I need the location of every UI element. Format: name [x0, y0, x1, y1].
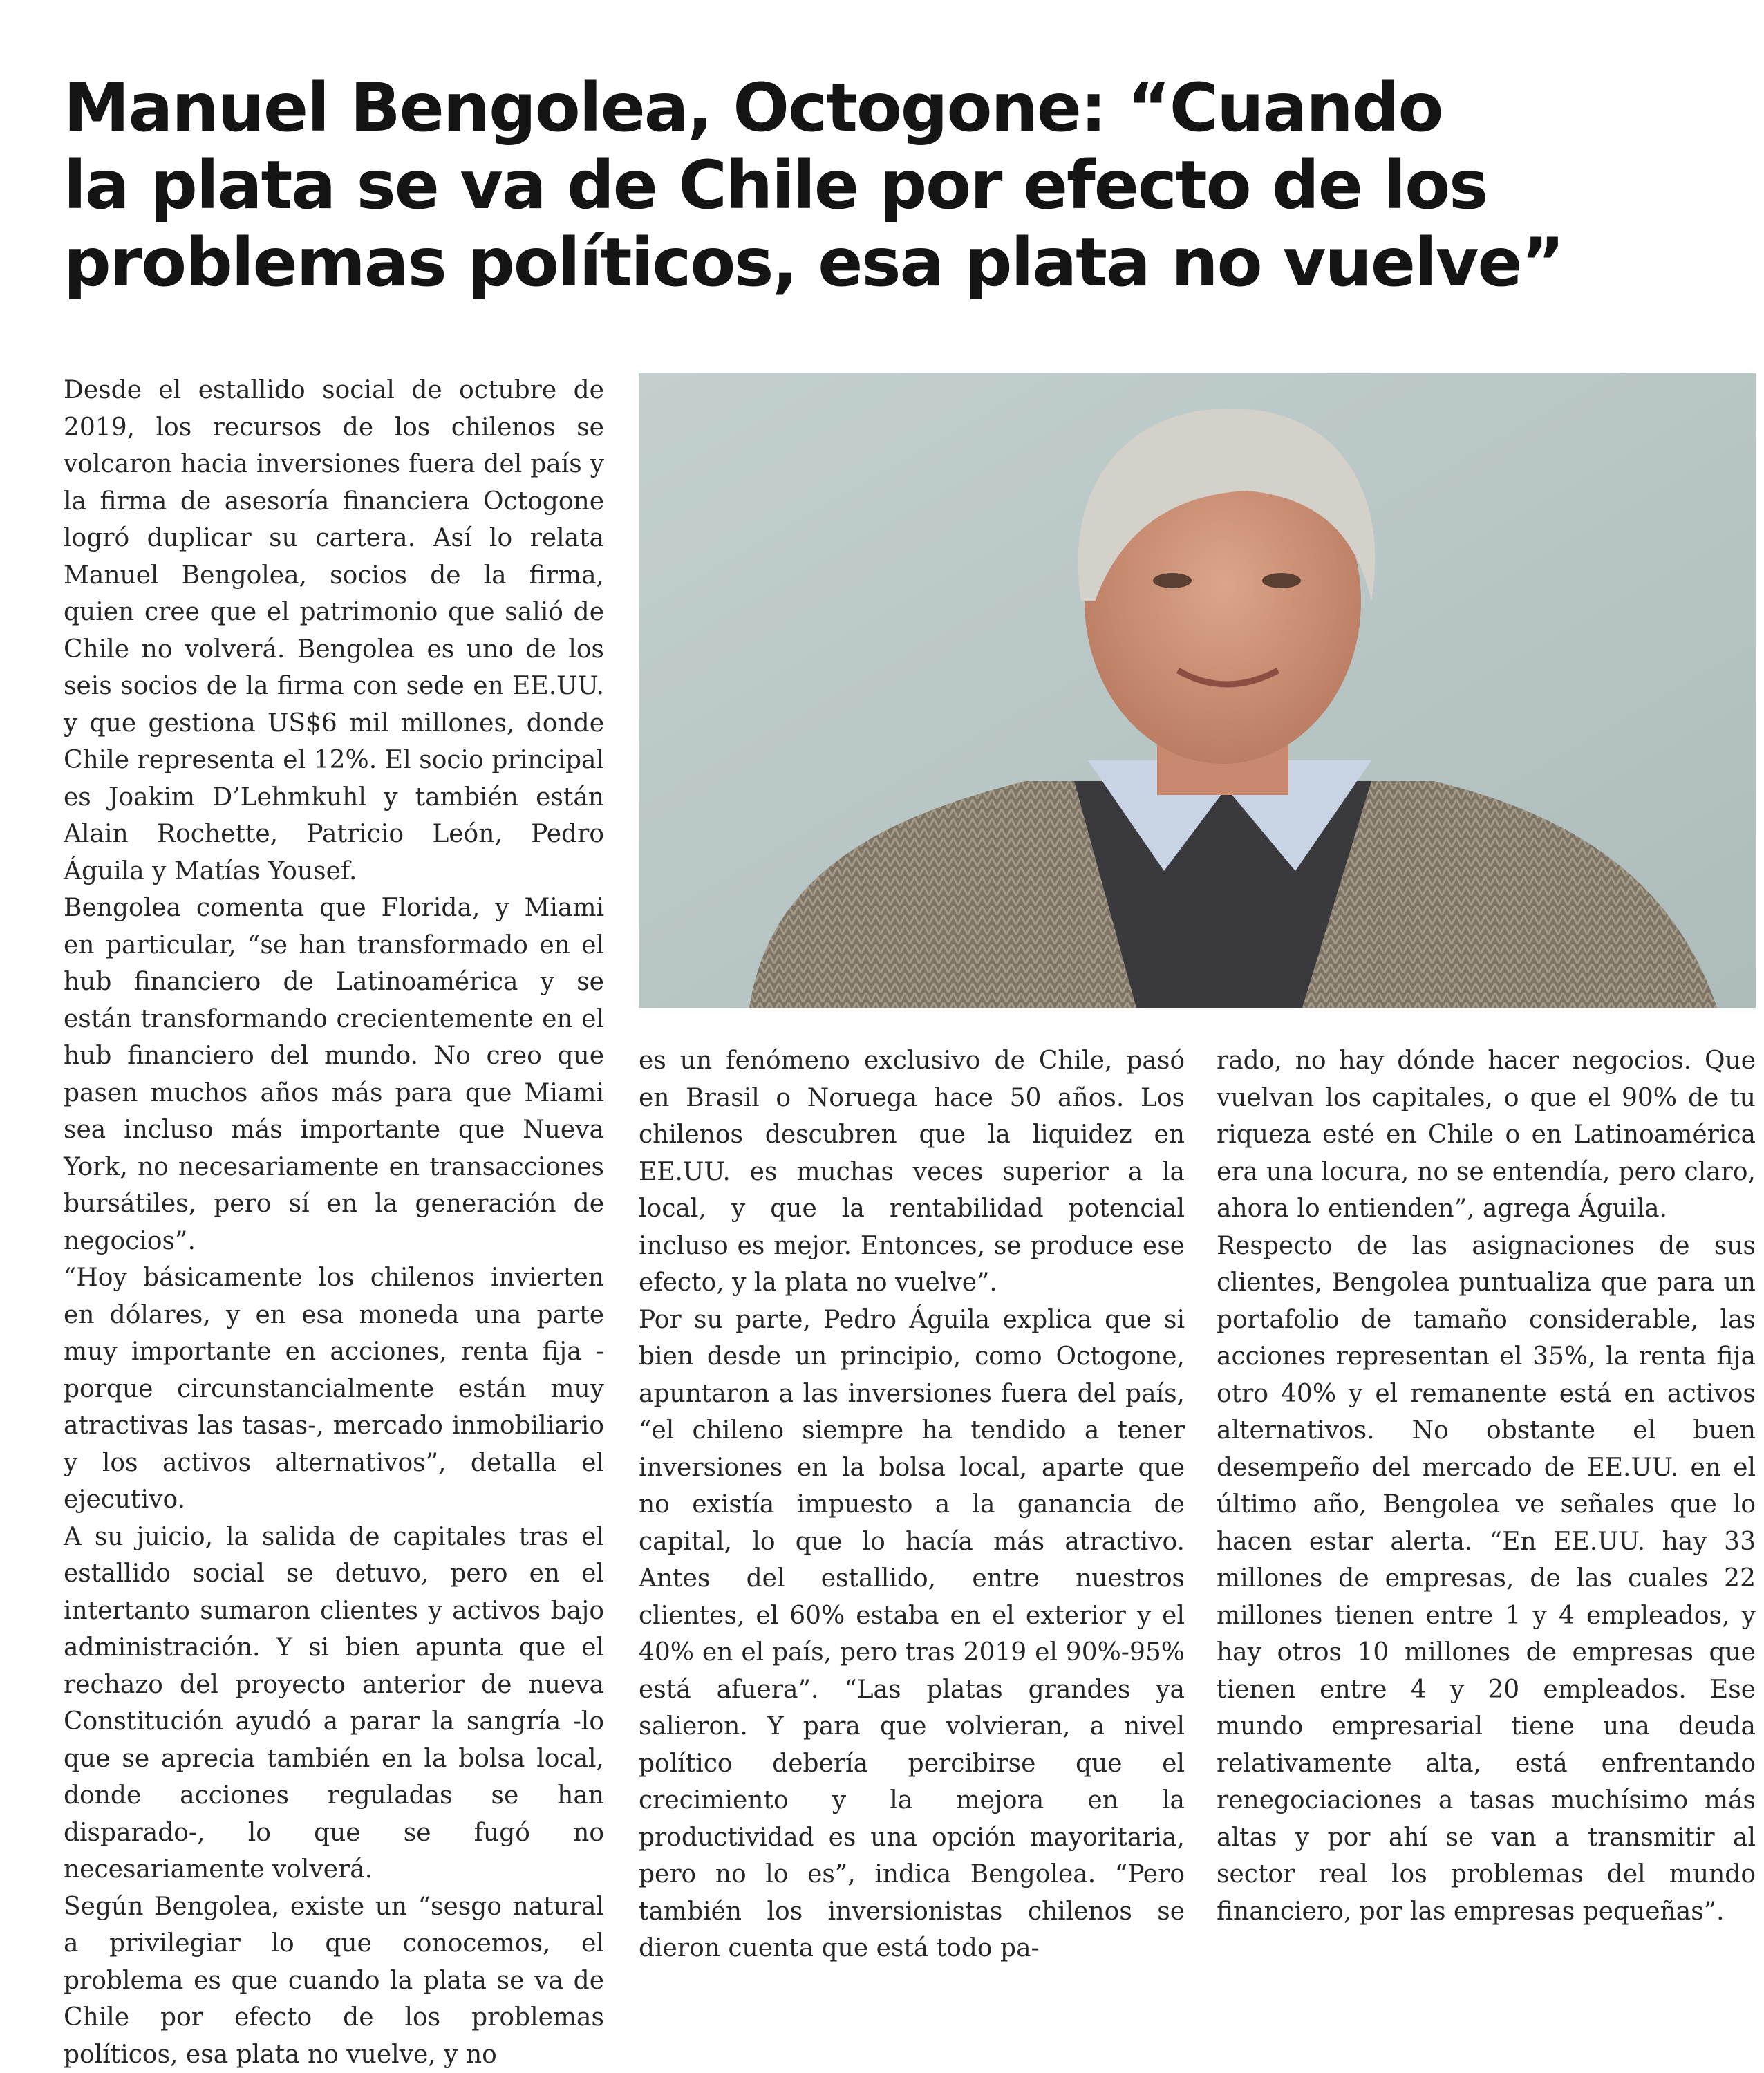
body-paragraph: Por su parte, Pedro Águila explica que si bien desde un principio, como Octogone, apuntaron a las inversiones fuera del país, “el chileno siempre ha tendido a tener inversiones en la bolsa local, aparte que no existía impuesto a la ganancia de capital, lo que lo hacía más atractivo. Antes del estallido, entre nuestros clientes, el 60% estaba en el exterior y el 40% en el país, pero tras 2019 el 90%-95% está afuera”. “Las platas grandes ya salieron. Y para que volvieran, a nivel político debería percibirse que el crecimiento y la mejora en la productividad es una opción mayoritaria, pero no lo es”, indica Bengolea. “Pero también los inversionistas chilenos se dieron cuenta que está todo pa- — [639, 1302, 1185, 1967]
body-paragraph: rado, no hay dónde hacer negocios. Que vuelvan los capitales, o que el 90% de tu riqueza esté en Chile o en Latinoamérica era una locura, no se entendía, pero claro, ahora lo entienden”, agrega Águila. — [1217, 1042, 1756, 1228]
body-paragraph: A su juicio, la salida de capitales tras el estallido social se detuvo, pero en el intertanto sumaron clientes y activos bajo administración. Y si bien apunta que el rechazo del proyecto anterior de nueva Constitución ayudó a parar la sangría -lo que se aprecia también en la bolsa local, donde acciones reguladas se han disparado-, lo que se fugó no necesariamente volverá. — [64, 1519, 604, 1888]
body-paragraph: Desde el estallido social de octubre de 2019, los recursos de los chilenos se volcaron hacia inversiones fuera del país y la firma de asesoría financiera Octogone logró duplicar su cartera. Así lo relata Manuel Bengolea, socios de la firma, quien cree que el patrimonio que salió de Chile no volverá. Bengolea es uno de los seis socios de la firma con sede en EE.UU. y que gestiona US$6 mil millones, donde Chile representa el 12%. El socio principal es Joakim D’Lehmkuhl y también están Alain Rochette, Patricio León, Pedro Águila y Matías Yousef. — [64, 372, 604, 890]
body-paragraph: Según Bengolea, existe un “sesgo natural a privilegiar lo que conocemos, el problema es que cuando la plata se va de Chile por efecto de los problemas políticos, esa plata no vuelve, y no — [64, 1888, 604, 2073]
body-column-1 — [64, 372, 604, 2073]
portrait-photo — [639, 373, 1756, 1008]
article-headline — [64, 69, 1709, 301]
headline-line: problemas políticos, esa plata no vuelve” — [64, 224, 1709, 301]
body-paragraph: es un fenómeno exclusivo de Chile, pasó en Brasil o Noruega hace 50 años. Los chilenos descubren que la liquidez en EE.UU. es muchas veces superior a la local, y que la rentabilidad potencial incluso es mejor. Entonces, se produce ese efecto, y la plata no vuelve”. — [639, 1042, 1185, 1302]
portrait-photo-icon — [639, 373, 1756, 1008]
body-paragraph: “Hoy básicamente los chilenos invierten en dólares, y en esa moneda una parte muy importante en acciones, renta fija -porque circunstancialmente están muy atractivas las tasas-, mercado inmobiliario y los activos alternativos”, detalla el ejecutivo. — [64, 1259, 604, 1519]
body-column-2 — [639, 1042, 1185, 1967]
headline-line: la plata se va de Chile por efecto de los — [64, 147, 1709, 224]
headline-line: Manuel Bengolea, Octogone: “Cuando — [64, 69, 1709, 147]
body-paragraph: Bengolea comenta que Florida, y Miami en particular, “se han transformado en el hub financiero de Latinoamérica y se están transformando crecientemente en el hub financiero del mundo. No creo que pasen muchos años más para que Miami sea incluso más importante que Nueva York, no necesariamente en transacciones bursátiles, pero sí en la generación de negocios”. — [64, 890, 604, 1259]
body-column-3 — [1217, 1042, 1756, 1930]
body-paragraph: Respecto de las asignaciones de sus clientes, Bengolea puntualiza que para un portafolio de tamaño considerable, las acciones representan el 35%, la renta fija otro 40% y el remanente está en activos alternativos. No obstante el buen desempeño del mercado de EE.UU. en el último año, Bengolea ve señales que lo hacen estar alerta. “En EE.UU. hay 33 millones de empresas, de las cuales 22 millones tienen entre 1 y 4 empleados, y hay otros 10 millones de empresas que tienen entre 4 y 20 empleados. Ese mundo empresarial tiene una deuda relativamente alta, está enfrentando renegociaciones a tasas muchísimo más altas y por ahí se van a transmitir al sector real los problemas del mundo financiero, por las empresas pequeñas”. — [1217, 1228, 1756, 1931]
